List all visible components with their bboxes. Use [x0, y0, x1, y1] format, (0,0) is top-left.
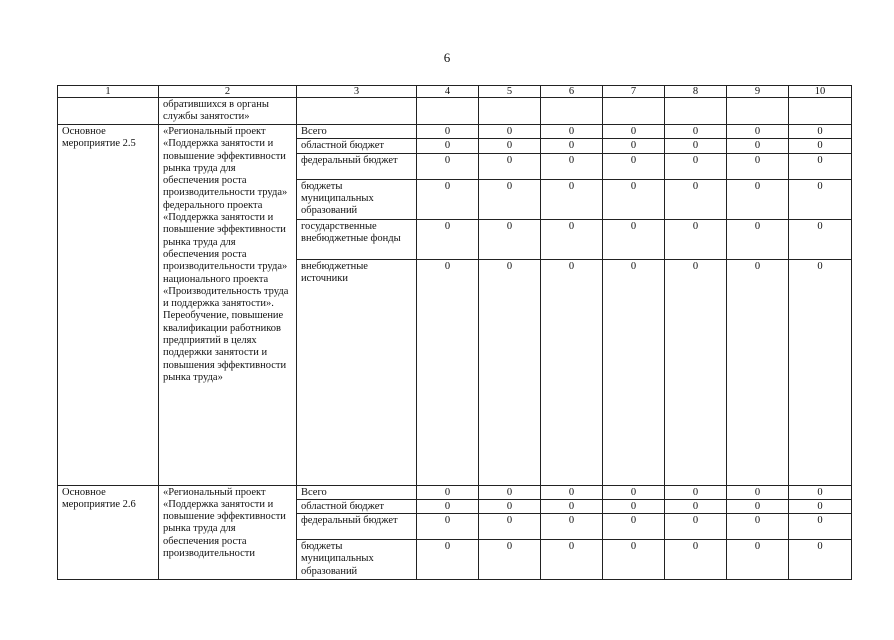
value-cell: 0	[789, 485, 852, 499]
value-cell: 0	[665, 179, 727, 219]
header-cell: 4	[417, 86, 479, 98]
value-cell: 0	[789, 540, 852, 580]
funding-source: федеральный бюджет	[297, 514, 417, 540]
header-cell: 10	[789, 86, 852, 98]
value-cell: 0	[789, 514, 852, 540]
funding-source: Всего	[297, 125, 417, 139]
value-cell: 0	[665, 499, 727, 513]
value-cell: 0	[417, 179, 479, 219]
value-cell: 0	[603, 485, 665, 499]
header-cell: 9	[727, 86, 789, 98]
value-cell: 0	[417, 540, 479, 580]
header-cell: 7	[603, 86, 665, 98]
value-cell: 0	[479, 219, 541, 259]
value-cell: 0	[417, 139, 479, 153]
value-cell: 0	[417, 485, 479, 499]
value-cell: 0	[727, 259, 789, 485]
value-cell: 0	[417, 499, 479, 513]
funding-source: областной бюджет	[297, 499, 417, 513]
value-cell: 0	[417, 219, 479, 259]
value-cell: 0	[789, 179, 852, 219]
value-cell: 0	[603, 499, 665, 513]
value-cell: 0	[603, 514, 665, 540]
header-cell: 2	[159, 86, 297, 98]
event-description: «Региональный проект «Поддержка занятости и повышение эффективности рынка труда для обеспечения роста производительности труда» федерального проекта «Поддержка занятости и повышение эффективности рынка труда для обеспечения роста производительности труда» национального проекта «Производительность труда и поддержка занятости». Переобучение, повышение квалификации работников предприятий в целях поддержки занятости и повышения эффективности рынка труда»	[159, 125, 297, 486]
continuation-row	[58, 98, 852, 125]
event-name: Основное мероприятие 2.6	[58, 485, 159, 580]
value-cell: 0	[665, 540, 727, 580]
value-cell: 0	[479, 125, 541, 139]
value-cell: 0	[417, 259, 479, 485]
event-description: «Региональный проект «Поддержка занятости и повышение эффективности рынка труда для обеспечения роста производительности	[159, 485, 297, 580]
value-cell: 0	[727, 219, 789, 259]
value-cell: 0	[727, 139, 789, 153]
value-cell: 0	[479, 153, 541, 179]
table-row	[58, 485, 852, 499]
value-cell: 0	[603, 153, 665, 179]
value-cell: 0	[417, 153, 479, 179]
value-cell: 0	[603, 540, 665, 580]
funding-source: Всего	[297, 485, 417, 499]
value-cell: 0	[541, 179, 603, 219]
funding-source: государственные внебюджетные фонды	[297, 219, 417, 259]
value-cell: 0	[541, 219, 603, 259]
value-cell: 0	[541, 259, 603, 485]
value-cell: 0	[479, 139, 541, 153]
value-cell: 0	[789, 499, 852, 513]
value-cell: 0	[727, 125, 789, 139]
budget-table	[57, 85, 852, 580]
value-cell: 0	[541, 139, 603, 153]
value-cell: 0	[479, 499, 541, 513]
header-cell: 8	[665, 86, 727, 98]
value-cell: 0	[727, 179, 789, 219]
value-cell: 0	[665, 514, 727, 540]
continuation-description: обратившихся в органы службы занятости»	[159, 98, 297, 125]
header-cell: 3	[297, 86, 417, 98]
value-cell: 0	[479, 179, 541, 219]
funding-source: внебюджетные источники	[297, 259, 417, 485]
value-cell: 0	[603, 179, 665, 219]
value-cell: 0	[727, 514, 789, 540]
value-cell: 0	[541, 514, 603, 540]
value-cell: 0	[789, 153, 852, 179]
value-cell: 0	[541, 499, 603, 513]
event-name: Основное мероприятие 2.5	[58, 125, 159, 486]
value-cell: 0	[665, 485, 727, 499]
header-cell: 1	[58, 86, 159, 98]
value-cell: 0	[665, 219, 727, 259]
value-cell: 0	[665, 139, 727, 153]
value-cell: 0	[541, 125, 603, 139]
value-cell: 0	[541, 153, 603, 179]
value-cell: 0	[665, 153, 727, 179]
value-cell: 0	[479, 485, 541, 499]
value-cell: 0	[603, 219, 665, 259]
value-cell: 0	[665, 259, 727, 485]
funding-source: бюджеты муниципальных образований	[297, 179, 417, 219]
value-cell: 0	[541, 485, 603, 499]
value-cell: 0	[727, 540, 789, 580]
value-cell: 0	[541, 540, 603, 580]
value-cell: 0	[603, 139, 665, 153]
table-row	[58, 125, 852, 139]
value-cell: 0	[727, 153, 789, 179]
value-cell: 0	[789, 259, 852, 485]
funding-source: областной бюджет	[297, 139, 417, 153]
value-cell: 0	[665, 125, 727, 139]
header-row	[58, 86, 852, 98]
value-cell: 0	[789, 219, 852, 259]
value-cell: 0	[727, 499, 789, 513]
value-cell: 0	[603, 259, 665, 485]
value-cell: 0	[603, 125, 665, 139]
value-cell: 0	[479, 259, 541, 485]
header-cell: 5	[479, 86, 541, 98]
value-cell: 0	[479, 540, 541, 580]
value-cell: 0	[417, 514, 479, 540]
page-number: 6	[443, 50, 451, 65]
header-cell: 6	[541, 86, 603, 98]
value-cell: 0	[789, 125, 852, 139]
value-cell: 0	[479, 514, 541, 540]
funding-source: бюджеты муниципальных образований	[297, 540, 417, 580]
value-cell: 0	[727, 485, 789, 499]
value-cell: 0	[789, 139, 852, 153]
value-cell: 0	[417, 125, 479, 139]
funding-source: федеральный бюджет	[297, 153, 417, 179]
